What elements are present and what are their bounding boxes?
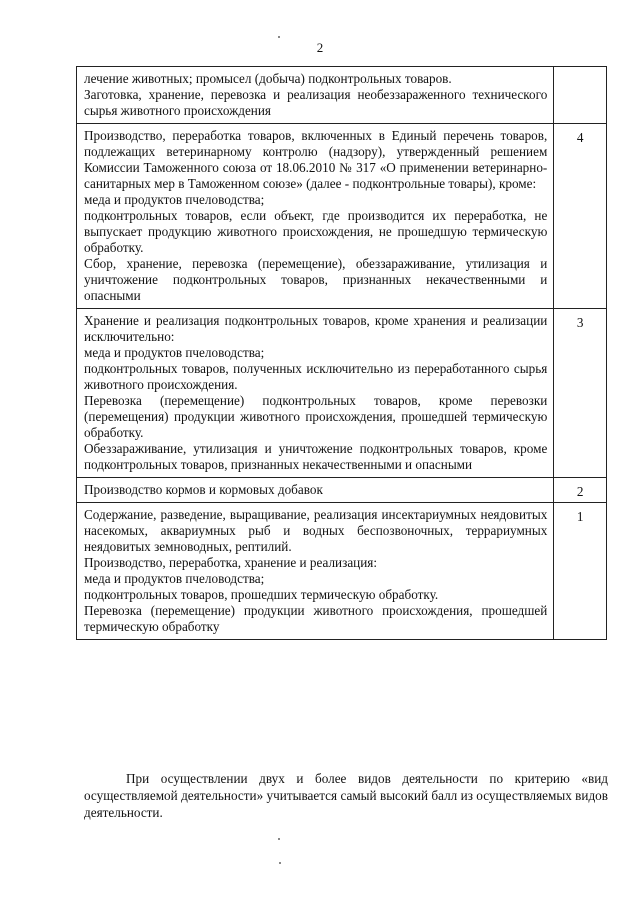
- scan-speck: [278, 838, 280, 840]
- score-cell: [554, 67, 607, 124]
- activity-description: [77, 67, 554, 124]
- scan-speck: [278, 36, 280, 38]
- description-line: Производство, переработка, хранение и реализация:: [84, 555, 378, 570]
- description-line: Производство кормов и кормовых добавок: [84, 482, 323, 497]
- description-line: Сбор, хранение, перевозка (перемещение), обеззараживание, утилизация и уничтожение подконтрольных товаров, признанных некачественными и опасными: [84, 256, 548, 303]
- description-line: Перевозка (перемещение) продукции животного происхождения, прошедшей термическую обработку: [84, 603, 548, 634]
- score-cell: 4: [554, 124, 607, 309]
- description-line: Содержание, разведение, выращивание, реализация инсектариумных неядовитых насекомых, аквариумных рыб и водных беспозвоночных, террариумных неядовитых земноводных, рептилий.: [84, 507, 548, 554]
- score-cell: 1: [554, 503, 607, 640]
- scan-speck: [279, 862, 281, 864]
- description-line: лечение животных; промысел (добыча) подконтрольных товаров.: [84, 71, 452, 86]
- description-line: Заготовка, хранение, перевозка и реализация необеззараженного технического сырья животного происхождения: [84, 87, 548, 118]
- table-row: [77, 67, 607, 124]
- criteria-table: [76, 66, 607, 640]
- table-row: [77, 309, 607, 478]
- description-line: Обеззараживание, утилизация и уничтожение подконтрольных товаров, кроме подконтрольных товаров, признанных некачественными и опасными: [84, 441, 548, 472]
- description-line: Перевозка (перемещение) подконтрольных товаров, кроме перевозки (перемещения) продукции животного происхождения, прошедшей термическую обработку.: [84, 393, 548, 440]
- description-line: подконтрольных товаров, полученных исключительно из переработанного сырья животного происхождения.: [84, 361, 548, 392]
- table-row: [77, 478, 607, 503]
- score-cell: 3: [554, 309, 607, 478]
- score-cell: 2: [554, 478, 607, 503]
- footer-note: При осуществлении двух и более видов деятельности по критерию «вид осуществляемой деятельности» учитывается самый высокий балл из осуществляемых видов деятельности.: [84, 771, 608, 820]
- description-line: подконтрольных товаров, если объект, где производится их переработка, не выпускает продукцию животного происхождения, не прошедшую термическую обработку.: [84, 208, 548, 255]
- table-row: [77, 124, 607, 309]
- page-number: 2: [316, 40, 324, 55]
- table-row: [77, 503, 607, 640]
- activity-description: [77, 124, 554, 309]
- activity-description: [77, 503, 554, 640]
- description-line: меда и продуктов пчеловодства;: [84, 345, 265, 360]
- activity-description: [77, 478, 554, 503]
- description-line: Производство, переработка товаров, включенных в Единый перечень товаров, подлежащих ветеринарному контролю (надзору), утвержденный решением Комиссии Таможенного союза от 18.06.2010 № 317 «О применении ветеринарно-санитарных мер в Таможенном союзе» (далее - подконтрольные товары), кроме:: [84, 128, 548, 191]
- description-line: меда и продуктов пчеловодства;: [84, 571, 265, 586]
- activity-description: [77, 309, 554, 478]
- description-line: Хранение и реализация подконтрольных товаров, кроме хранения и реализации исключительно:: [84, 313, 548, 344]
- description-line: подконтрольных товаров, прошедших термическую обработку.: [84, 587, 439, 602]
- description-line: меда и продуктов пчеловодства;: [84, 192, 265, 207]
